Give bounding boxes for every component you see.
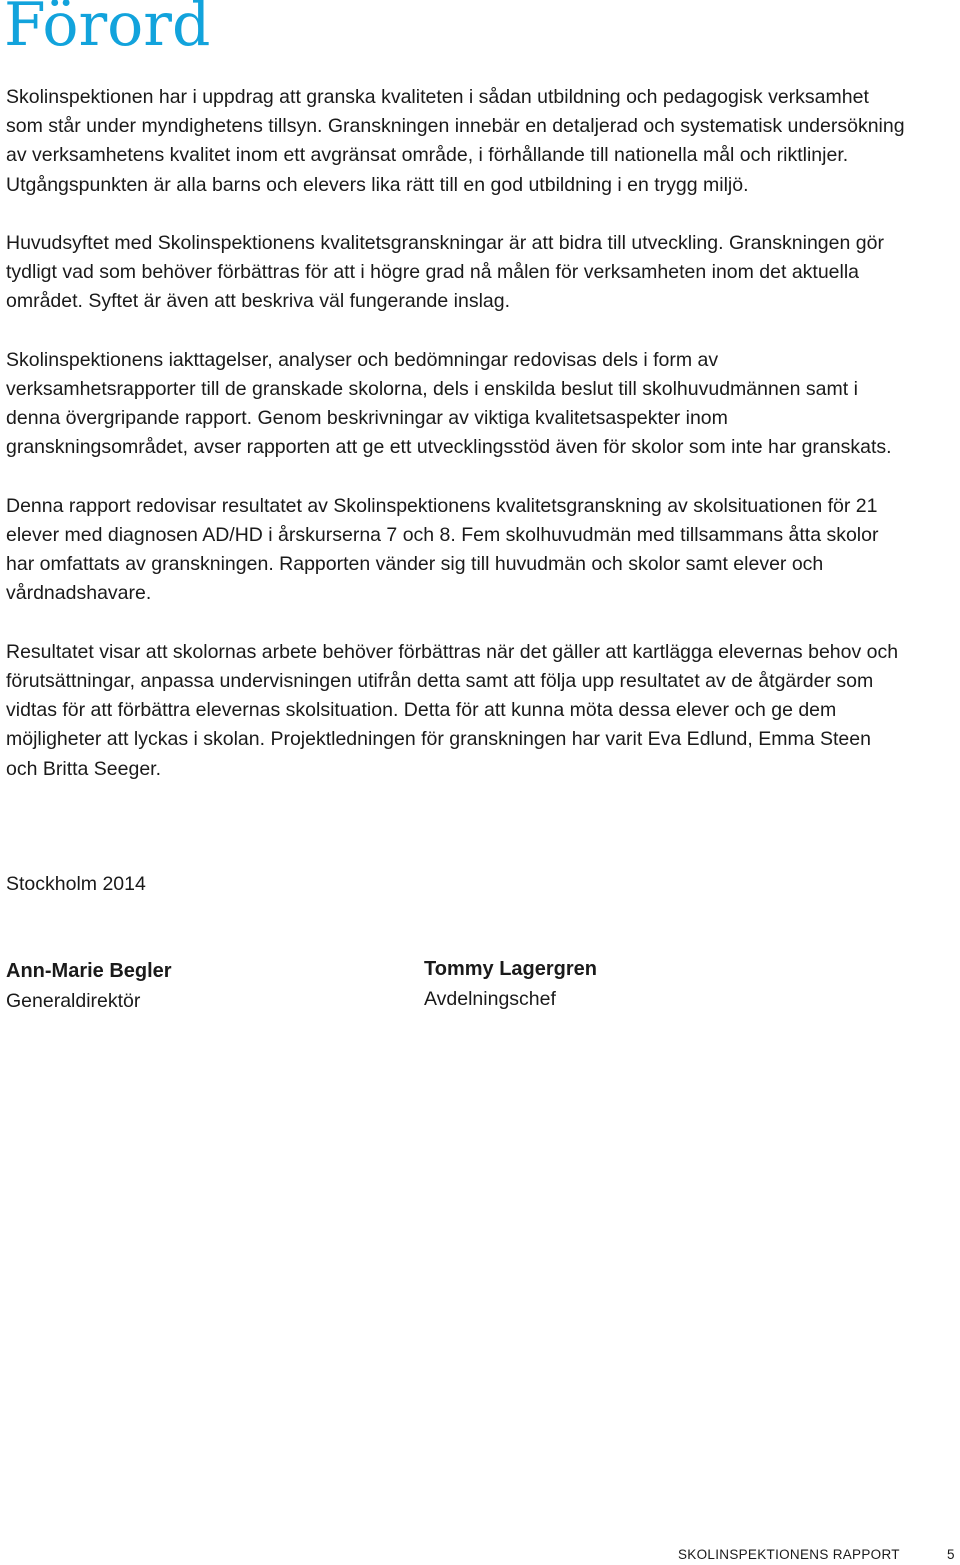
signatory-name: Ann-Marie Begler <box>6 960 172 982</box>
paragraph: Denna rapport redovisar resultatet av Skolinspektionens kvalitetsgranskning av skolsituationen för 21 elever med diagnosen AD/HD i årskurserna 7 och 8. Fem skolhuvudmän med tillsammans åtta skolor har omfattats av granskningen. Rapporten vänder sig till huvudmän och skolor samt elever och vårdnadshavare. <box>6 494 879 605</box>
signatory-head-of-department <box>424 954 784 1014</box>
paragraph: Skolinspektionen har i uppdrag att granska kvaliteten i sådan utbildning och pedagogisk verksamhet som står under myndighetens tillsyn. Granskningen innebär en detaljerad och systematisk undersökning av verksamhetens kvalitet inom ett avgränsat område, i förhållande till nationella mål och riktlinjer. Utgångspunkten är alla barns och elevers lika rätt till en god utbildning i en trygg miljö. <box>6 86 905 196</box>
signatory-name: Tommy Lagergren <box>424 958 597 980</box>
paragraph: Skolinspektionens iakttagelser, analyser och bedömningar redovisas dels i form av verksamhetsrapporter till de granskade skolorna, dels i enskilda beslut till skolhuvudmännen samt i denna övergripande rapport. Genom beskrivningar av viktiga kvalitetsaspekter inom granskningsområdet, avser rapporten att ge ett utvecklingsstöd även för skolor som inte har granskats. <box>6 348 892 459</box>
signatory-role: Avdelningschef <box>424 988 556 1010</box>
signatory-director-general <box>6 956 366 1016</box>
paragraph: Resultatet visar att skolornas arbete behöver förbättras när det gäller att kartlägga elevernas behov och förutsättningar, anpassa undervisningen utifrån detta samt att följa upp resultatet av de åtgärder som vidtas för att förbättra elevernas skolsituation. Detta för att kunna möta dessa elever och ge dem möjligheter att lyckas i skolan. Projektledningen för granskningen har varit Eva Edlund, Emma Steen och Britta Seeger. <box>6 640 899 780</box>
body-text <box>6 83 906 813</box>
page-number: 5 <box>947 1547 955 1562</box>
place-date: Stockholm 2014 <box>6 873 146 895</box>
page-title: Förord <box>4 0 211 60</box>
paragraph: Huvudsyftet med Skolinspektionens kvalitetsgranskningar är att bidra till utveckling. Granskningen gör tydligt vad som behöver förbättras för att i högre grad nå målen för verksamheten inom det aktuella området. Syftet är även att beskriva väl fungerande inslag. <box>6 232 884 313</box>
footer-report-label: SKOLINSPEKTIONENS RAPPORT <box>678 1547 900 1562</box>
page-footer <box>0 1545 960 1565</box>
signatory-role: Generaldirektör <box>6 990 141 1012</box>
